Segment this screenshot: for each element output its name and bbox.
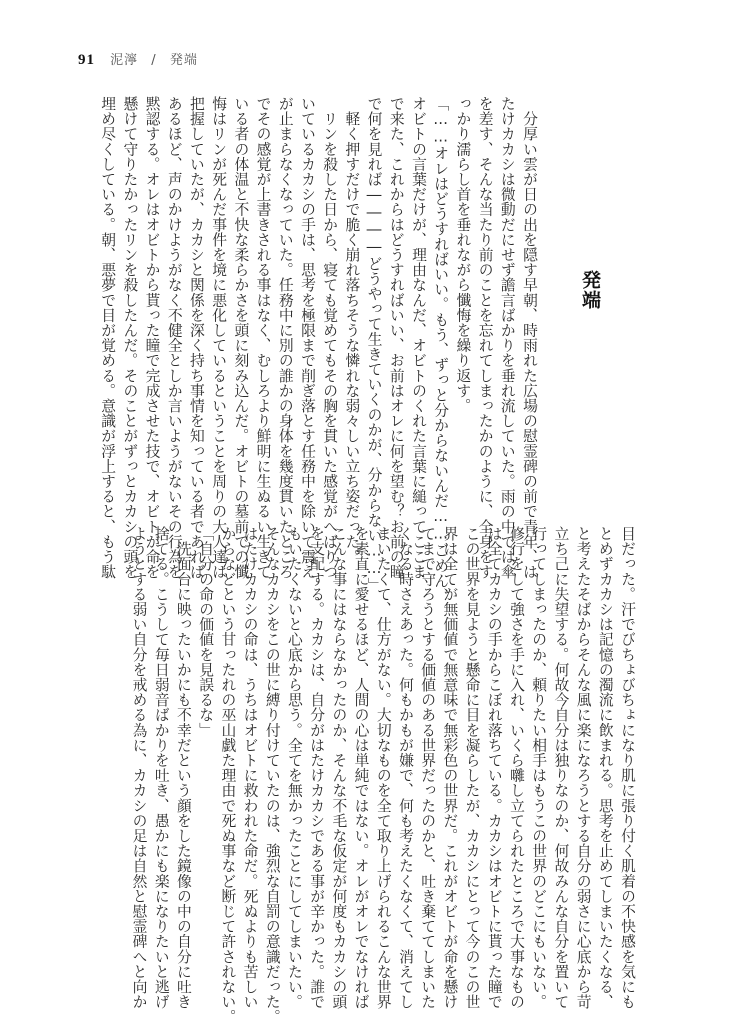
text-column: 行ってしまったのか、頼りたい相手はもうこの世界のどこにもいない。 [530,526,548,1010]
book-title: 泥濘 [110,53,139,68]
text-column: こんな事にはならなかったのか、そんな不毛な仮定が何度もカカシの頭 [330,526,348,1010]
text-column: この世界を見ようと懸命に目を凝らしたが、カカシにとって今のこの世 [463,526,481,1010]
text-column: てまで守ろうとする価値のある世界だったのかと、吐き棄ててしまいた [419,526,437,1010]
text-column: いる者の体温と不快な柔らかさを頭に刻み込んだ。オビトの墓前での懺 [232,96,250,580]
body-text-top [99,96,540,604]
text-column: が止まらなくなっていた。任務中に別の誰かの身体を幾度貫いたところ [276,96,294,580]
text-column: 捨てる。こうして毎日弱音ばかりを吐き、愚かにも楽になりたいと逃げ [152,526,170,1010]
text-column: とめずカカシは記憶の濁流に飲まれる。思考を止めてしまいたくなる、 [596,526,614,1010]
text-column: 懸けて守りたかったリンを殺したんだ。そのことがずっとカカシの頭を [121,96,139,580]
text-column: を支配する。カカシは、自分がはたけカカシである事が辛かった。誰で [308,526,326,1010]
text-column: 埋め尽くしている。朝、悪夢で目が覚める。意識が浮上すると、もう駄 [99,96,117,580]
text-column: 界は全てが無価値で無意味で無彩色の世界だ。これがオビトが命を懸け [441,526,459,1010]
text-column: 軽く押すだけで脆く崩れ落ちそうな憐れな弱々しい立ち姿だった。 [343,96,361,565]
text-column: あるほど、声のかけようがなく不健全としか言いようがないその行為を [165,96,183,580]
header-separator: / [151,53,157,68]
text-column: くなる時さえあった。何もかもが嫌で、何も考えたくなくて、消えてし [396,526,414,1010]
text-column: 悔はリンが死んだ事件を境に悪化しているということを周りの大人達は [210,96,228,580]
text-column: たけカカシは微動だにせず譫言ばかりを垂れ流していた。雨の中では傘 [498,96,516,580]
text-column: 目だった。汗でびちょびちょになり肌に張り付く肌着の不快感を気にも [619,526,636,1010]
text-column: 洗面台に映ったいかにも不幸だという顔をした鏡像の中の自分に吐き [174,526,192,1010]
text-column: を素直に愛せるほど、人間の心は単純ではない。オレがオレでなければ [352,526,370,1010]
header-chapter-title: 発端 [169,53,198,68]
text-column: 立ち己に失望する。何故今自分は独りなのか、何故みんな自分を置いて [552,526,570,1010]
text-column: 「自分の命の価値を見誤るな」 [197,526,215,738]
text-column: はたけカカシの命は、うちはオビトに救われた命だ。死ぬよりも苦しい [241,526,259,1010]
text-column: 「……オレはどうすればいい。もう、ずっと分からないんだ……ごめん、 [432,96,450,604]
text-column: と考えたそばからそんな風に楽になろうとする自分の弱さに心底から苛 [574,526,592,1010]
body-text-bottom [90,526,638,1024]
text-column: 修行をして強さを手に入れ、いくら囃し立てられたところで大事なもの [507,526,525,1010]
text-column: オビトの言葉だけが、理由なんだ、オビトのくれた言葉に縋ってここま [409,96,427,580]
text-column: もいたくないと心底から思う。全てを無かったことにしてしまいたい。 [285,526,303,1010]
text-column: そんなカカシをこの世に縛り付けていたのは、強烈な自罰の意識だった。 [263,526,281,1024]
running-head [78,49,198,69]
text-column: でその感覚が上書きされる事はなく、むしろより鮮明に生ぬるい生きて [254,96,272,580]
text-column: ようとする弱い自分を戒める為に、カカシの足は自然と慰霊碑へと向か [130,526,148,1010]
text-column: からなどという甘ったれの巫山戯た理由で死ぬ事など断じて許されない。 [219,526,237,1024]
text-column: リンを殺した日から、寝ても覚めてもその胸を貫いた感覚がへばりつ [321,96,339,580]
text-column: 黙認する。オレはオビトから貰った瞳で完成させた技で、オビトが命を [143,96,161,580]
text-column: いているカカシの手は、思考を極限まで削ぎ落とす任務中を除いて震え [298,96,316,580]
text-column: っかり濡らし首を垂れながら懺悔を繰り返す。 [454,96,472,414]
text-column: で来た、これからはどうすればいい、お前はオレに何を望む？お前の瞳 [387,96,405,580]
text-column: まいたくて、仕方がない。大切なものを全て取り上げられるこんな世界 [374,526,392,1010]
page-number: 91 [78,52,95,68]
text-column: で何を見れば――――どうやって生きていくのかが、分からない……」 [365,96,383,593]
chapter-title: 発端 [579,270,601,310]
text-column: を差す、そんな当たり前のことを忘れてしまったかのように、全身をす [476,96,494,580]
text-column: 把握していたが、カカシと関係を深く持ち事情を知っている者であれば [187,96,205,580]
text-column: 分厚い雲が日の出を隠す早朝、時雨れた広場の慰霊碑の前で青年、は [521,96,538,580]
text-column: は全てカカシの手からこぼれ落ちている。カカシはオビトに貰った瞳で [485,526,503,1010]
